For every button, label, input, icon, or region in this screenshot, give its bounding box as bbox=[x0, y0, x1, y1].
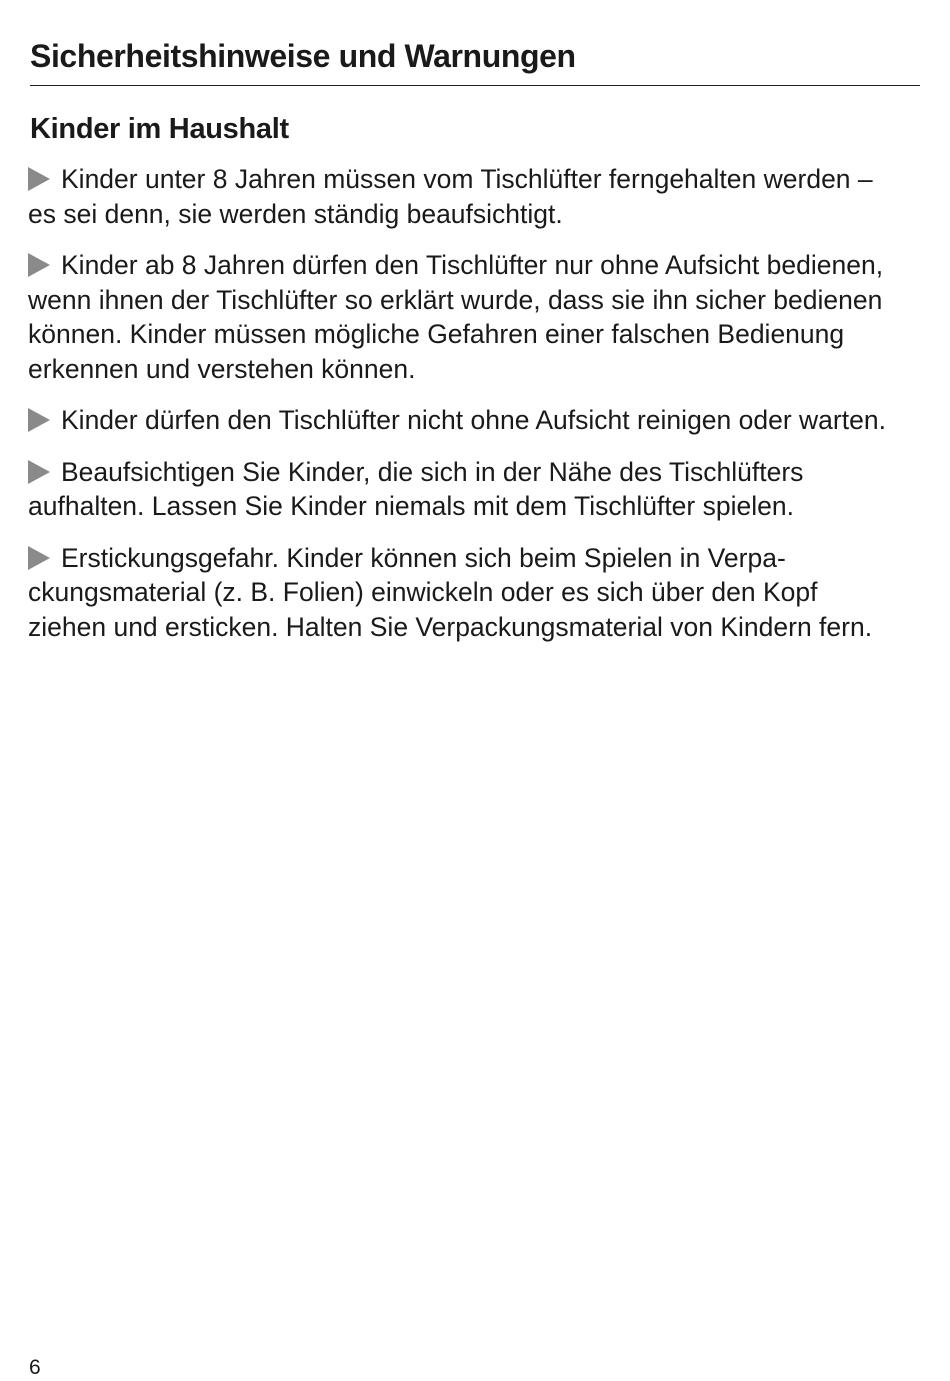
page-title: Sicherheitshinweise und Warnungen bbox=[30, 38, 576, 74]
warning-text: Kinder dürfen den Tischlüfter nicht ohne Aufsicht reinigen oder warten. bbox=[61, 405, 886, 435]
triangle-right-icon bbox=[28, 167, 50, 191]
page-header bbox=[30, 36, 920, 86]
triangle-right-icon bbox=[28, 460, 50, 484]
triangle-right-icon bbox=[28, 408, 50, 432]
warning-item bbox=[28, 403, 898, 438]
warning-item bbox=[28, 162, 898, 231]
warning-text: Beaufsichtigen Sie Kinder, die sich in der Nähe des Tischlüfters aufhalten. Lassen Sie Kinder niemals mit dem Tischlüfter spielen. bbox=[28, 456, 804, 521]
section-heading: Kinder im Haushalt bbox=[30, 113, 289, 145]
warning-list bbox=[28, 162, 898, 661]
triangle-right-icon bbox=[28, 253, 50, 277]
page-number: 6 bbox=[29, 1356, 41, 1379]
warning-text: Kinder ab 8 Jahren dürfen den Tischlüfter nur ohne Aufsicht bedienen, wenn ihnen der Tischlüfter so erklärt wurde, dass sie ihn sicher bedienen können. Kinder müssen mögliche Gefahren einer falschen Bedienung erkennen und verstehen können. bbox=[28, 250, 884, 384]
warning-text: Kinder unter 8 Jahren müssen vom Tischlüfter ferngehalten werden – es sei denn, sie werden ständig beaufsichtigt. bbox=[28, 164, 873, 229]
warning-text: Erstickungsgefahr. Kinder können sich beim Spielen in Verpackungsmaterial (z. B. Folien) einwickeln oder es sich über den Kopf ziehen und ersticken. Halten Sie Verpackungsmaterial von Kindern fern. bbox=[28, 542, 873, 642]
warning-item bbox=[28, 541, 898, 645]
triangle-right-icon bbox=[28, 546, 50, 570]
warning-item bbox=[28, 248, 898, 386]
warning-item bbox=[28, 455, 898, 524]
